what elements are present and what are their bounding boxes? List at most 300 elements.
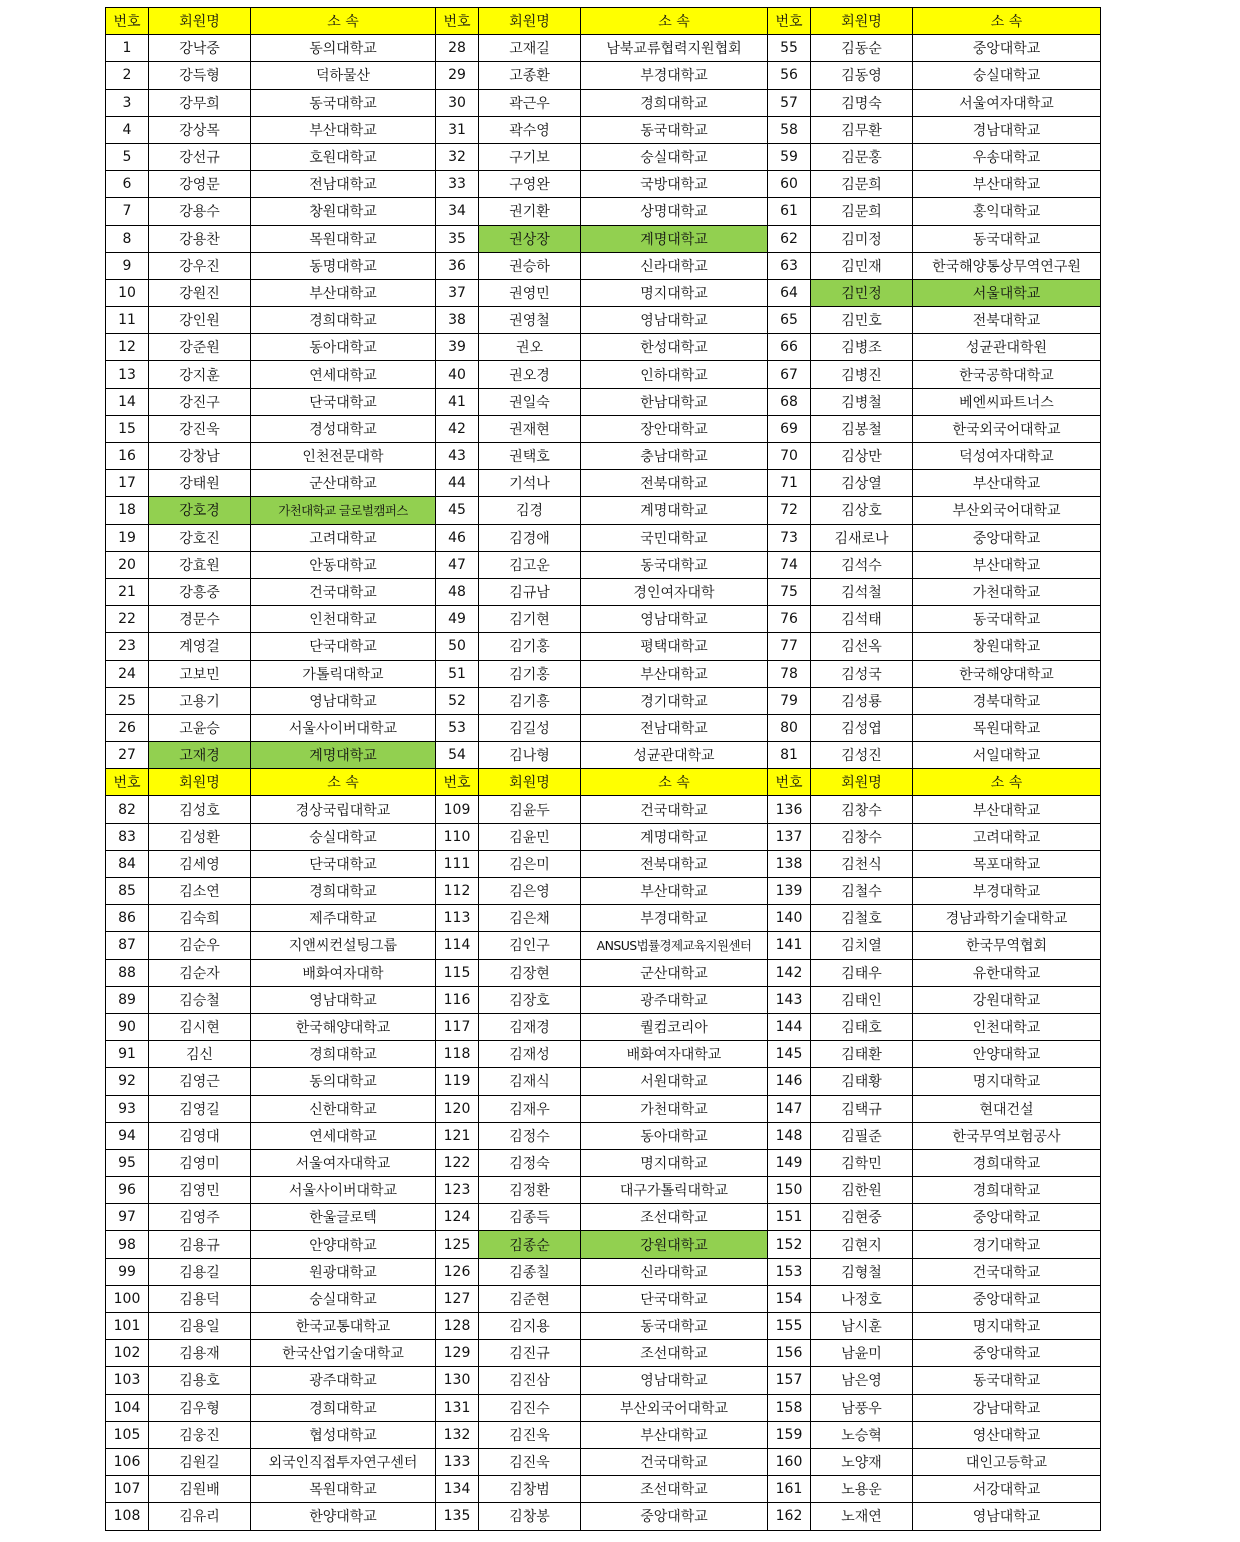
member-affiliation: 조선대학교 [581, 1340, 768, 1367]
member-affiliation: 한국무역보험공사 [913, 1122, 1101, 1149]
table-row [106, 551, 1101, 578]
member-number: 29 [436, 62, 479, 89]
member-affiliation: 남북교류협력지원협회 [581, 35, 768, 62]
member-affiliation: 연세대학교 [251, 361, 436, 388]
member-number: 88 [106, 959, 149, 986]
member-name: 김영민 [149, 1177, 251, 1204]
member-number: 124 [436, 1204, 479, 1231]
table-row [106, 714, 1101, 741]
member-number: 128 [436, 1313, 479, 1340]
member-name: 강호진 [149, 524, 251, 551]
member-affiliation: 동의대학교 [251, 35, 436, 62]
table-row [106, 252, 1101, 279]
member-name: 김석수 [811, 551, 913, 578]
member-name: 김성엽 [811, 714, 913, 741]
member-affiliation: 단국대학교 [581, 1285, 768, 1312]
member-number: 32 [436, 143, 479, 170]
member-number: 159 [768, 1421, 811, 1448]
member-name: 강우진 [149, 252, 251, 279]
member-number: 56 [768, 62, 811, 89]
member-name: 김나형 [479, 742, 581, 769]
member-name: 계영걸 [149, 633, 251, 660]
member-name: 권오경 [479, 361, 581, 388]
member-affiliation: 덕하물산 [251, 62, 436, 89]
member-number: 13 [106, 361, 149, 388]
member-number: 18 [106, 497, 149, 524]
table-row [106, 307, 1101, 334]
member-number: 129 [436, 1340, 479, 1367]
member-name: 강효원 [149, 551, 251, 578]
table-row [106, 443, 1101, 470]
table-row [106, 1313, 1101, 1340]
member-affiliation: 전남대학교 [581, 714, 768, 741]
member-name: 구기보 [479, 143, 581, 170]
member-name: 강호경 [149, 497, 251, 524]
member-name: 김성호 [149, 796, 251, 823]
member-number: 67 [768, 361, 811, 388]
member-name: 고종환 [479, 62, 581, 89]
member-affiliation: 성균관대학원 [913, 334, 1101, 361]
member-affiliation: 조선대학교 [581, 1476, 768, 1503]
member-affiliation: 중앙대학교 [581, 1503, 768, 1530]
member-number: 43 [436, 443, 479, 470]
member-number: 121 [436, 1122, 479, 1149]
member-number: 143 [768, 986, 811, 1013]
member-name: 김새로나 [811, 524, 913, 551]
member-number: 40 [436, 361, 479, 388]
member-affiliation: 서울대학교 [913, 279, 1101, 306]
member-affiliation: 국민대학교 [581, 524, 768, 551]
table-row [106, 633, 1101, 660]
member-affiliation: 동의대학교 [251, 1068, 436, 1095]
member-affiliation: 전북대학교 [581, 470, 768, 497]
member-name: 김경애 [479, 524, 581, 551]
member-affiliation: 동아대학교 [251, 334, 436, 361]
member-affiliation: 단국대학교 [251, 633, 436, 660]
member-number: 147 [768, 1095, 811, 1122]
affiliation-header: 소 속 [251, 8, 436, 35]
member-name: 김정환 [479, 1177, 581, 1204]
member-affiliation: 부경대학교 [913, 878, 1101, 905]
member-name: 권영민 [479, 279, 581, 306]
member-number: 6 [106, 171, 149, 198]
member-number: 157 [768, 1367, 811, 1394]
member-number: 52 [436, 687, 479, 714]
member-affiliation: 부산대학교 [581, 878, 768, 905]
member-affiliation: 한국해양통상무역연구원 [913, 252, 1101, 279]
member-number: 94 [106, 1122, 149, 1149]
member-number: 156 [768, 1340, 811, 1367]
member-affiliation: 영남대학교 [581, 606, 768, 633]
member-affiliation: 조선대학교 [581, 1204, 768, 1231]
member-affiliation: 호원대학교 [251, 143, 436, 170]
member-number: 25 [106, 687, 149, 714]
member-affiliation: 영남대학교 [913, 1503, 1101, 1530]
member-affiliation: 한국교통대학교 [251, 1313, 436, 1340]
member-affiliation: 성균관대학교 [581, 742, 768, 769]
member-name: 김장현 [479, 959, 581, 986]
member-name: 김민정 [811, 279, 913, 306]
member-affiliation: 광주대학교 [581, 986, 768, 1013]
name-header: 회원명 [149, 769, 251, 796]
member-affiliation: 서강대학교 [913, 1476, 1101, 1503]
member-affiliation: 국방대학교 [581, 171, 768, 198]
member-number: 27 [106, 742, 149, 769]
member-affiliation: 창원대학교 [913, 633, 1101, 660]
member-name: 김윤두 [479, 796, 581, 823]
table-row [106, 1448, 1101, 1475]
member-name: 김영근 [149, 1068, 251, 1095]
member-name: 김기홍 [479, 660, 581, 687]
member-number: 111 [436, 850, 479, 877]
member-number: 101 [106, 1313, 149, 1340]
member-name: 고용기 [149, 687, 251, 714]
member-number: 66 [768, 334, 811, 361]
member-name: 김용재 [149, 1340, 251, 1367]
header-row [106, 8, 1101, 35]
table-row [106, 1095, 1101, 1122]
member-number: 123 [436, 1177, 479, 1204]
member-number: 53 [436, 714, 479, 741]
member-number: 155 [768, 1313, 811, 1340]
member-number: 51 [436, 660, 479, 687]
member-affiliation: 건국대학교 [581, 796, 768, 823]
member-name: 김경 [479, 497, 581, 524]
member-affiliation: 건국대학교 [913, 1258, 1101, 1285]
member-affiliation: 한국무역협회 [913, 932, 1101, 959]
member-number: 134 [436, 1476, 479, 1503]
member-affiliation: 덕성여자대학교 [913, 443, 1101, 470]
table-row [106, 35, 1101, 62]
table-row [106, 89, 1101, 116]
member-affiliation: 영남대학교 [581, 1367, 768, 1394]
table-row [106, 742, 1101, 769]
member-name: 강진욱 [149, 415, 251, 442]
member-number: 76 [768, 606, 811, 633]
member-affiliation: 유한대학교 [913, 959, 1101, 986]
member-name: 권영철 [479, 307, 581, 334]
member-number: 142 [768, 959, 811, 986]
member-name: 김유리 [149, 1503, 251, 1530]
member-number: 71 [768, 470, 811, 497]
member-name: 강무희 [149, 89, 251, 116]
member-affiliation: 계명대학교 [581, 225, 768, 252]
member-affiliation: 부산대학교 [913, 551, 1101, 578]
member-affiliation: 한울글로텍 [251, 1204, 436, 1231]
member-affiliation: 동아대학교 [581, 1122, 768, 1149]
table-row [106, 470, 1101, 497]
member-name: 김필준 [811, 1122, 913, 1149]
member-affiliation: 평택대학교 [581, 633, 768, 660]
member-number: 117 [436, 1013, 479, 1040]
member-name: 김재식 [479, 1068, 581, 1095]
member-number: 64 [768, 279, 811, 306]
member-name: 김영미 [149, 1149, 251, 1176]
member-affiliation: 경희대학교 [251, 1394, 436, 1421]
member-name: 김태환 [811, 1041, 913, 1068]
member-name: 강태원 [149, 470, 251, 497]
member-number: 153 [768, 1258, 811, 1285]
member-affiliation: 동국대학교 [251, 89, 436, 116]
member-name: 김영길 [149, 1095, 251, 1122]
member-number: 46 [436, 524, 479, 551]
member-name: 김민호 [811, 307, 913, 334]
member-affiliation: 충남대학교 [581, 443, 768, 470]
member-number: 73 [768, 524, 811, 551]
member-affiliation: 협성대학교 [251, 1421, 436, 1448]
member-name: 권상장 [479, 225, 581, 252]
member-name: 김지용 [479, 1313, 581, 1340]
table-row [106, 986, 1101, 1013]
member-affiliation: 신한대학교 [251, 1095, 436, 1122]
member-name: 김봉철 [811, 415, 913, 442]
member-affiliation: 계명대학교 [251, 742, 436, 769]
member-number: 152 [768, 1231, 811, 1258]
member-name: 김현지 [811, 1231, 913, 1258]
member-number: 36 [436, 252, 479, 279]
member-number: 158 [768, 1394, 811, 1421]
member-affiliation: 한국해양대학교 [913, 660, 1101, 687]
member-affiliation: 배화여자대학교 [581, 1041, 768, 1068]
member-name: 김성국 [811, 660, 913, 687]
member-number: 8 [106, 225, 149, 252]
member-number: 119 [436, 1068, 479, 1095]
member-number: 90 [106, 1013, 149, 1040]
member-name: 고재경 [149, 742, 251, 769]
member-name: 김택규 [811, 1095, 913, 1122]
member-name: 권기환 [479, 198, 581, 225]
member-affiliation: 부산외국어대학교 [913, 497, 1101, 524]
member-affiliation: 부산외국어대학교 [581, 1394, 768, 1421]
member-number: 162 [768, 1503, 811, 1530]
member-number: 23 [106, 633, 149, 660]
member-affiliation: 가천대학교 글로벌캠퍼스 [251, 497, 436, 524]
member-name: 남풍우 [811, 1394, 913, 1421]
member-number: 65 [768, 307, 811, 334]
member-name: 강준원 [149, 334, 251, 361]
member-name: 김재우 [479, 1095, 581, 1122]
member-number: 104 [106, 1394, 149, 1421]
member-name: 강인원 [149, 307, 251, 334]
member-name: 김준현 [479, 1285, 581, 1312]
member-number: 50 [436, 633, 479, 660]
member-affiliation: 신라대학교 [581, 252, 768, 279]
member-name: 김우형 [149, 1394, 251, 1421]
member-name: 김원배 [149, 1476, 251, 1503]
member-number: 107 [106, 1476, 149, 1503]
table-row [106, 959, 1101, 986]
member-affiliation: 목포대학교 [913, 850, 1101, 877]
member-affiliation: 숭실대학교 [581, 143, 768, 170]
member-number: 28 [436, 35, 479, 62]
member-affiliation: 경희대학교 [913, 1149, 1101, 1176]
member-affiliation: 군산대학교 [251, 470, 436, 497]
member-number: 9 [106, 252, 149, 279]
member-number: 4 [106, 116, 149, 143]
member-number: 109 [436, 796, 479, 823]
member-affiliation: 전북대학교 [913, 307, 1101, 334]
member-number: 1 [106, 35, 149, 62]
member-affiliation: 가천대학교 [581, 1095, 768, 1122]
member-name: 김숙희 [149, 905, 251, 932]
member-affiliation: 목원대학교 [251, 225, 436, 252]
table-row [106, 1285, 1101, 1312]
member-number: 47 [436, 551, 479, 578]
member-number: 98 [106, 1231, 149, 1258]
member-number: 84 [106, 850, 149, 877]
table-row [106, 171, 1101, 198]
member-number: 92 [106, 1068, 149, 1095]
member-affiliation: 단국대학교 [251, 388, 436, 415]
table-row [106, 932, 1101, 959]
member-affiliation: 숭실대학교 [913, 62, 1101, 89]
member-affiliation: 강남대학교 [913, 1394, 1101, 1421]
member-number: 87 [106, 932, 149, 959]
member-number: 34 [436, 198, 479, 225]
member-name: 김재경 [479, 1013, 581, 1040]
member-name: 김윤민 [479, 823, 581, 850]
member-number: 136 [768, 796, 811, 823]
table-row [106, 850, 1101, 877]
member-name: 김승철 [149, 986, 251, 1013]
member-affiliation: 강원대학교 [913, 986, 1101, 1013]
member-name: 강흥중 [149, 578, 251, 605]
member-number: 125 [436, 1231, 479, 1258]
member-affiliation: 명지대학교 [581, 279, 768, 306]
member-affiliation: ANSUS법률경제교육지원센터 [581, 932, 768, 959]
member-affiliation: 대구가톨릭대학교 [581, 1177, 768, 1204]
member-affiliation: 중앙대학교 [913, 1285, 1101, 1312]
member-number: 45 [436, 497, 479, 524]
member-affiliation: 동국대학교 [581, 551, 768, 578]
member-name: 김천식 [811, 850, 913, 877]
member-number: 69 [768, 415, 811, 442]
member-number: 103 [106, 1367, 149, 1394]
member-name: 김상만 [811, 443, 913, 470]
member-affiliation: 서원대학교 [581, 1068, 768, 1095]
member-name: 김장호 [479, 986, 581, 1013]
member-number: 59 [768, 143, 811, 170]
member-name: 김문희 [811, 171, 913, 198]
member-affiliation: 동국대학교 [913, 225, 1101, 252]
name-header: 회원명 [479, 8, 581, 35]
member-name: 김성환 [149, 823, 251, 850]
member-number: 89 [106, 986, 149, 1013]
member-name: 김신 [149, 1041, 251, 1068]
member-affiliation: 동명대학교 [251, 252, 436, 279]
member-name: 김용규 [149, 1231, 251, 1258]
member-name: 김인구 [479, 932, 581, 959]
table-row [106, 578, 1101, 605]
member-affiliation: 경기대학교 [913, 1231, 1101, 1258]
member-number: 22 [106, 606, 149, 633]
member-number: 83 [106, 823, 149, 850]
table-row [106, 524, 1101, 551]
number-header: 번호 [768, 8, 811, 35]
member-name: 김철호 [811, 905, 913, 932]
member-affiliation: 경희대학교 [913, 1177, 1101, 1204]
member-number: 146 [768, 1068, 811, 1095]
member-affiliation: 안동대학교 [251, 551, 436, 578]
member-affiliation: 중앙대학교 [913, 524, 1101, 551]
affiliation-header: 소 속 [913, 769, 1101, 796]
member-name: 김석태 [811, 606, 913, 633]
member-name: 김성룡 [811, 687, 913, 714]
member-affiliation: 대인고등학교 [913, 1448, 1101, 1475]
member-affiliation: 원광대학교 [251, 1258, 436, 1285]
table-row [106, 225, 1101, 252]
affiliation-header: 소 속 [251, 769, 436, 796]
table-row [106, 116, 1101, 143]
member-number: 144 [768, 1013, 811, 1040]
member-name: 김태황 [811, 1068, 913, 1095]
member-affiliation: 숭실대학교 [251, 1285, 436, 1312]
member-number: 149 [768, 1149, 811, 1176]
member-name: 권재현 [479, 415, 581, 442]
member-affiliation: 경인여자대학 [581, 578, 768, 605]
table-row [106, 388, 1101, 415]
member-number: 58 [768, 116, 811, 143]
member-affiliation: 한국해양대학교 [251, 1013, 436, 1040]
member-number: 148 [768, 1122, 811, 1149]
name-header: 회원명 [479, 769, 581, 796]
member-affiliation: 명지대학교 [913, 1313, 1101, 1340]
member-affiliation: 현대건설 [913, 1095, 1101, 1122]
member-name: 고보민 [149, 660, 251, 687]
member-number: 99 [106, 1258, 149, 1285]
member-name: 구영완 [479, 171, 581, 198]
number-header: 번호 [436, 8, 479, 35]
member-name: 김병진 [811, 361, 913, 388]
member-name: 김소연 [149, 878, 251, 905]
name-header: 회원명 [811, 8, 913, 35]
member-affiliation: 부경대학교 [581, 62, 768, 89]
member-affiliation: 경희대학교 [251, 878, 436, 905]
member-name: 남시훈 [811, 1313, 913, 1340]
member-number: 31 [436, 116, 479, 143]
member-affiliation: 신라대학교 [581, 1258, 768, 1285]
member-number: 14 [106, 388, 149, 415]
member-number: 80 [768, 714, 811, 741]
table-row [106, 1258, 1101, 1285]
member-affiliation: 가톨릭대학교 [251, 660, 436, 687]
member-name: 강지훈 [149, 361, 251, 388]
member-name: 권택호 [479, 443, 581, 470]
member-affiliation: 영남대학교 [251, 687, 436, 714]
member-number: 140 [768, 905, 811, 932]
member-name: 곽근우 [479, 89, 581, 116]
member-name: 강낙중 [149, 35, 251, 62]
member-number: 127 [436, 1285, 479, 1312]
name-header: 회원명 [811, 769, 913, 796]
member-affiliation: 서울사이버대학교 [251, 714, 436, 741]
member-affiliation: 인천대학교 [913, 1013, 1101, 1040]
number-header: 번호 [106, 8, 149, 35]
member-affiliation: 우송대학교 [913, 143, 1101, 170]
table-row [106, 415, 1101, 442]
member-affiliation: 홍익대학교 [913, 198, 1101, 225]
member-affiliation: 경희대학교 [251, 1041, 436, 1068]
member-affiliation: 건국대학교 [581, 1448, 768, 1475]
member-affiliation: 고려대학교 [251, 524, 436, 551]
member-number: 114 [436, 932, 479, 959]
member-number: 102 [106, 1340, 149, 1367]
member-number: 30 [436, 89, 479, 116]
member-number: 44 [436, 470, 479, 497]
member-affiliation: 중앙대학교 [913, 1340, 1101, 1367]
member-number: 145 [768, 1041, 811, 1068]
member-affiliation: 인하대학교 [581, 361, 768, 388]
